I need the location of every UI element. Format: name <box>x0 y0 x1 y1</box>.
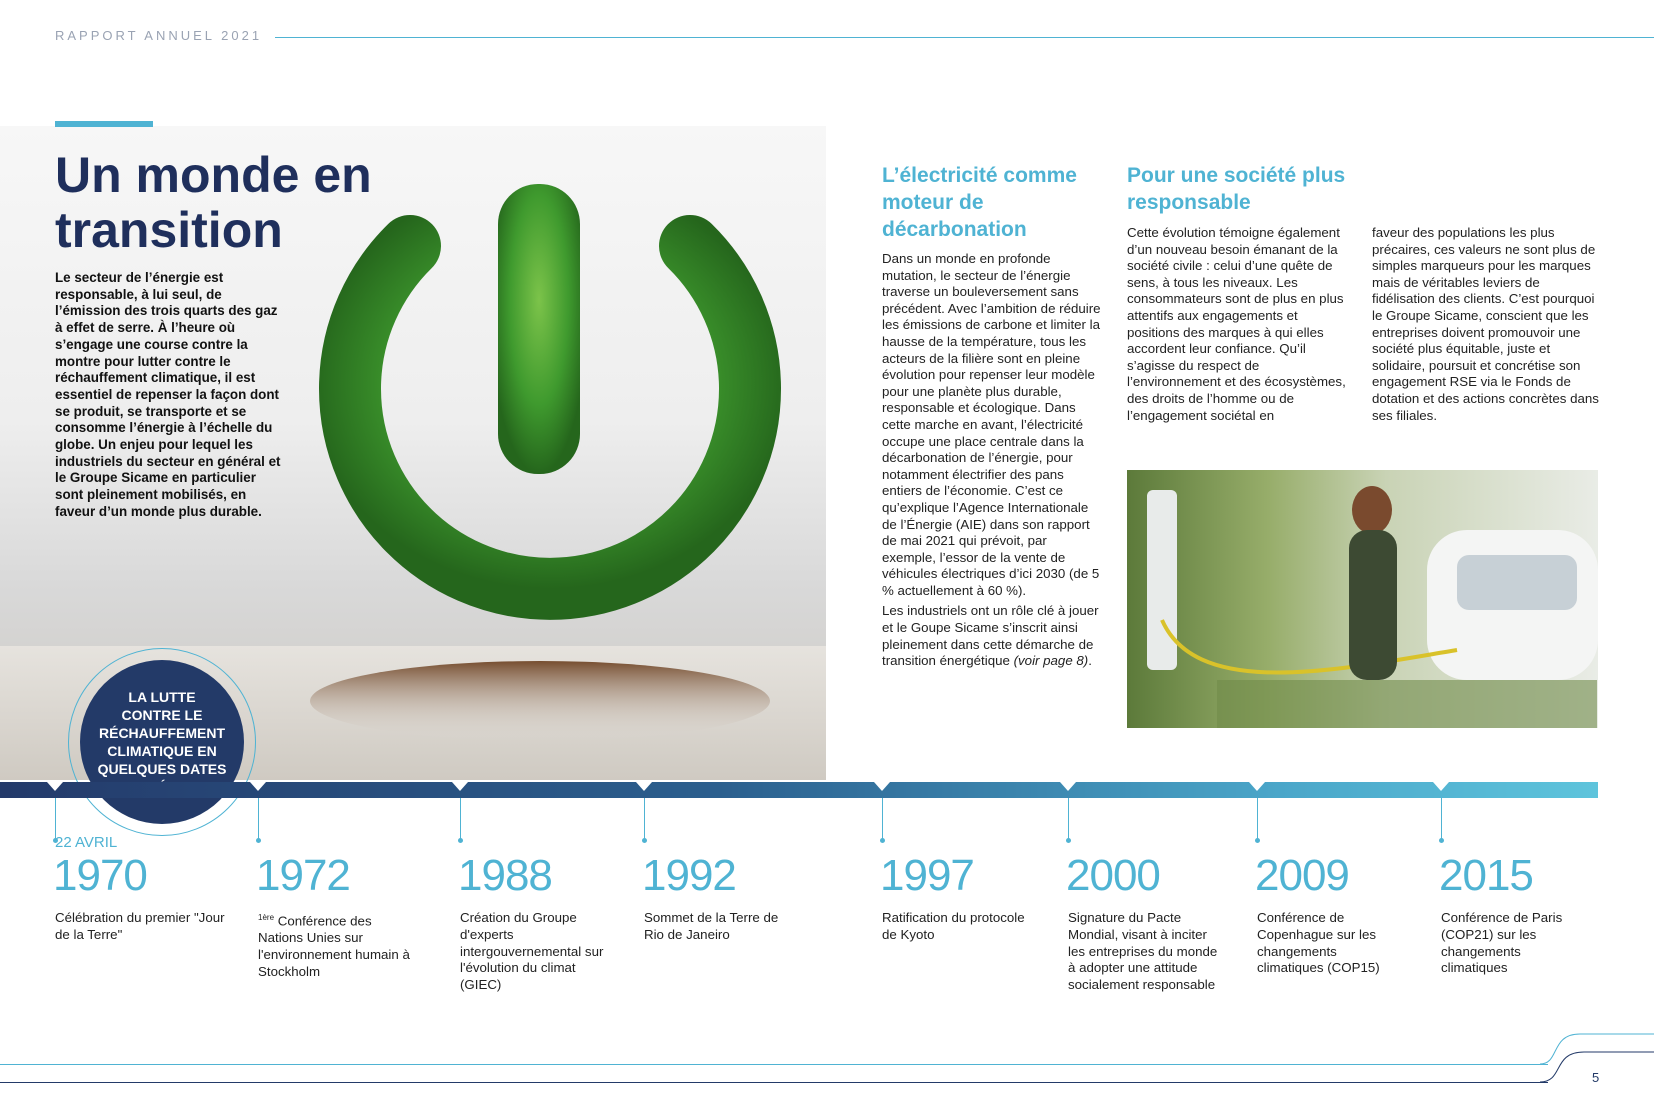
photo-ev-charging <box>1127 470 1598 728</box>
timeline-stem <box>882 798 883 840</box>
timeline-stem <box>644 798 645 840</box>
timeline-stem <box>460 798 461 840</box>
timeline-tick <box>1249 782 1265 791</box>
title-accent-bar <box>55 121 153 127</box>
para-electricite-2-main: Les industriels ont un rôle clé à jouer et le Goupe Sicame s’inscrit ainsi pleinement dans cette démarche de transition énergétique <box>882 603 1099 669</box>
timeline-tick <box>1060 782 1076 791</box>
timeline-dot <box>1066 838 1071 843</box>
timeline-dot <box>880 838 885 843</box>
text-electricite <box>882 251 1104 674</box>
timeline-tick <box>874 782 890 791</box>
timeline-year: 2009 <box>1255 851 1349 900</box>
heading-electricite: L’électricité comme moteur de décarbonation <box>882 164 1077 241</box>
timeline-bar <box>0 782 1598 798</box>
timeline-year: 1988 <box>458 851 552 900</box>
intro-paragraph: Le secteur de l’énergie est responsable, à lui seul, de l’émission des trois quarts des gaz à effet de serre. À l’heure où s’engage une course contre la montre pour lutter contre le réchauffement climatique, il est essentiel de repenser la façon dont se produit, se transporte et se consomme l’énergie à l’échelle du globe. Un enjeu pour lequel les industriels du secteur en général et le Groupe Sicame en particulier sont pleinement mobilisés, en faveur d’un monde plus durable. <box>55 270 281 519</box>
timeline-dot <box>1255 838 1260 843</box>
timeline-description: Signature du Pacte Mondial, visant à inciter les entreprises du monde à adopter une attitude socialement responsable <box>1068 910 1218 993</box>
para-electricite-2-end: . <box>1088 653 1092 669</box>
timeline-dot <box>642 838 647 843</box>
timeline-stem <box>1441 798 1442 840</box>
ordinal-superscript: 1ère <box>258 913 275 922</box>
page-number: 5 <box>1592 1070 1600 1085</box>
page-reference: (voir page 8) <box>1013 653 1089 669</box>
timeline-description: Célébration du premier "Jour de la Terre" <box>55 910 225 942</box>
running-header: RAPPORT ANNUEL 2021 <box>55 28 263 43</box>
timeline-description <box>258 910 418 981</box>
header-rule <box>275 37 1654 38</box>
timeline-description: Conférence de Paris (COP21) sur les changements climatiques <box>1441 910 1563 976</box>
badge-text: LA LUTTE CONTRE LE RÉCHAUFFEMENT CLIMATIQUE EN QUELQUES DATES <box>97 689 227 777</box>
timeline-stem <box>1068 798 1069 840</box>
para-electricite-2 <box>882 603 1104 669</box>
timeline-stem <box>1257 798 1258 840</box>
footer-rule-bottom <box>0 1082 1548 1083</box>
page-title: Un monde en transition <box>55 147 372 258</box>
timeline-year: 2015 <box>1439 851 1533 900</box>
timeline-year: 1970 <box>53 851 147 900</box>
footer-rule-top <box>0 1064 1548 1065</box>
timeline-date-prefix: 22 AVRIL <box>55 834 118 851</box>
timeline-tick <box>250 782 266 791</box>
key-dates-badge <box>80 660 244 824</box>
timeline-tick <box>636 782 652 791</box>
timeline-description-text: Conférence des Nations Unies sur l'environnement humain à Stockholm <box>258 913 410 979</box>
para-electricite-1: Dans un monde en profonde mutation, le secteur de l’énergie traverse un bouleversement sans précédent. Avec l’ambition de réduire les émissions de carbone et limiter la hausse de la température, tous les acteurs de la filière sont en pleine évolution pour repenser leur modèle pour une planète plus durable, responsable et écologique. Dans cette marche en avant, l’électricité occupe une place centrale dans la décarbonation de l’énergie, pour notamment électrifier des pans entiers de l’économie. C’est ce qu’explique l’Agence Internationale de l’Énergie (AIE) dans son rapport de mai 2021 qui prévoit, par exemple, l’essor de la vente de véhicules électriques d’ici 2030 (de 5 % actuellement à 60 %). <box>882 251 1101 598</box>
timeline-stem <box>258 798 259 840</box>
timeline-year: 1972 <box>256 851 350 900</box>
timeline-description: Conférence de Copenhague sur les changements climatiques (COP15) <box>1257 910 1380 976</box>
timeline-description: Ratification du protocole de Kyoto <box>882 910 1025 942</box>
ev-charging-illustration-icon <box>1127 470 1598 728</box>
timeline-year: 2000 <box>1066 851 1160 900</box>
timeline-tick <box>452 782 468 791</box>
text-societe-col2: faveur des populations les plus précaires, ces valeurs ne sont plus de simples marqueurs pour les marques mais de véritables leviers de fidélisation des clients. C’est pourquoi le Groupe Sicame, conscient que les entreprises doivent promouvoir une société plus équitable, juste et solidaire, poursuit et concrétise son engagement RSE via le Fonds de dotation et des actions concrètes dans ses filiales. <box>1372 225 1599 423</box>
timeline-year: 1992 <box>642 851 736 900</box>
timeline-dot <box>1439 838 1444 843</box>
heading-societe: Pour une société plus responsable <box>1127 164 1346 214</box>
timeline-year: 1997 <box>880 851 974 900</box>
timeline-tick <box>47 782 63 791</box>
timeline-description: Sommet de la Terre de Rio de Janeiro <box>644 910 779 942</box>
timeline-dot <box>458 838 463 843</box>
text-societe-col1: Cette évolution témoigne également d’un nouveau besoin émanant de la société civile : celui d’une quête de sens, à tous les niveaux. Les consommateurs sont de plus en plus attentifs aux engagements et positions des marques à qui elles accordent leur confiance. Qu’il s’agisse du respect de l’environnement et des écosystèmes, des droits de l’homme ou de l’engagement sociétal en <box>1127 225 1346 423</box>
timeline-dot <box>256 838 261 843</box>
timeline-tick <box>1433 782 1449 791</box>
timeline-description: Création du Groupe d'experts intergouvernemental sur l'évolution du climat (GIEC) <box>460 910 604 993</box>
